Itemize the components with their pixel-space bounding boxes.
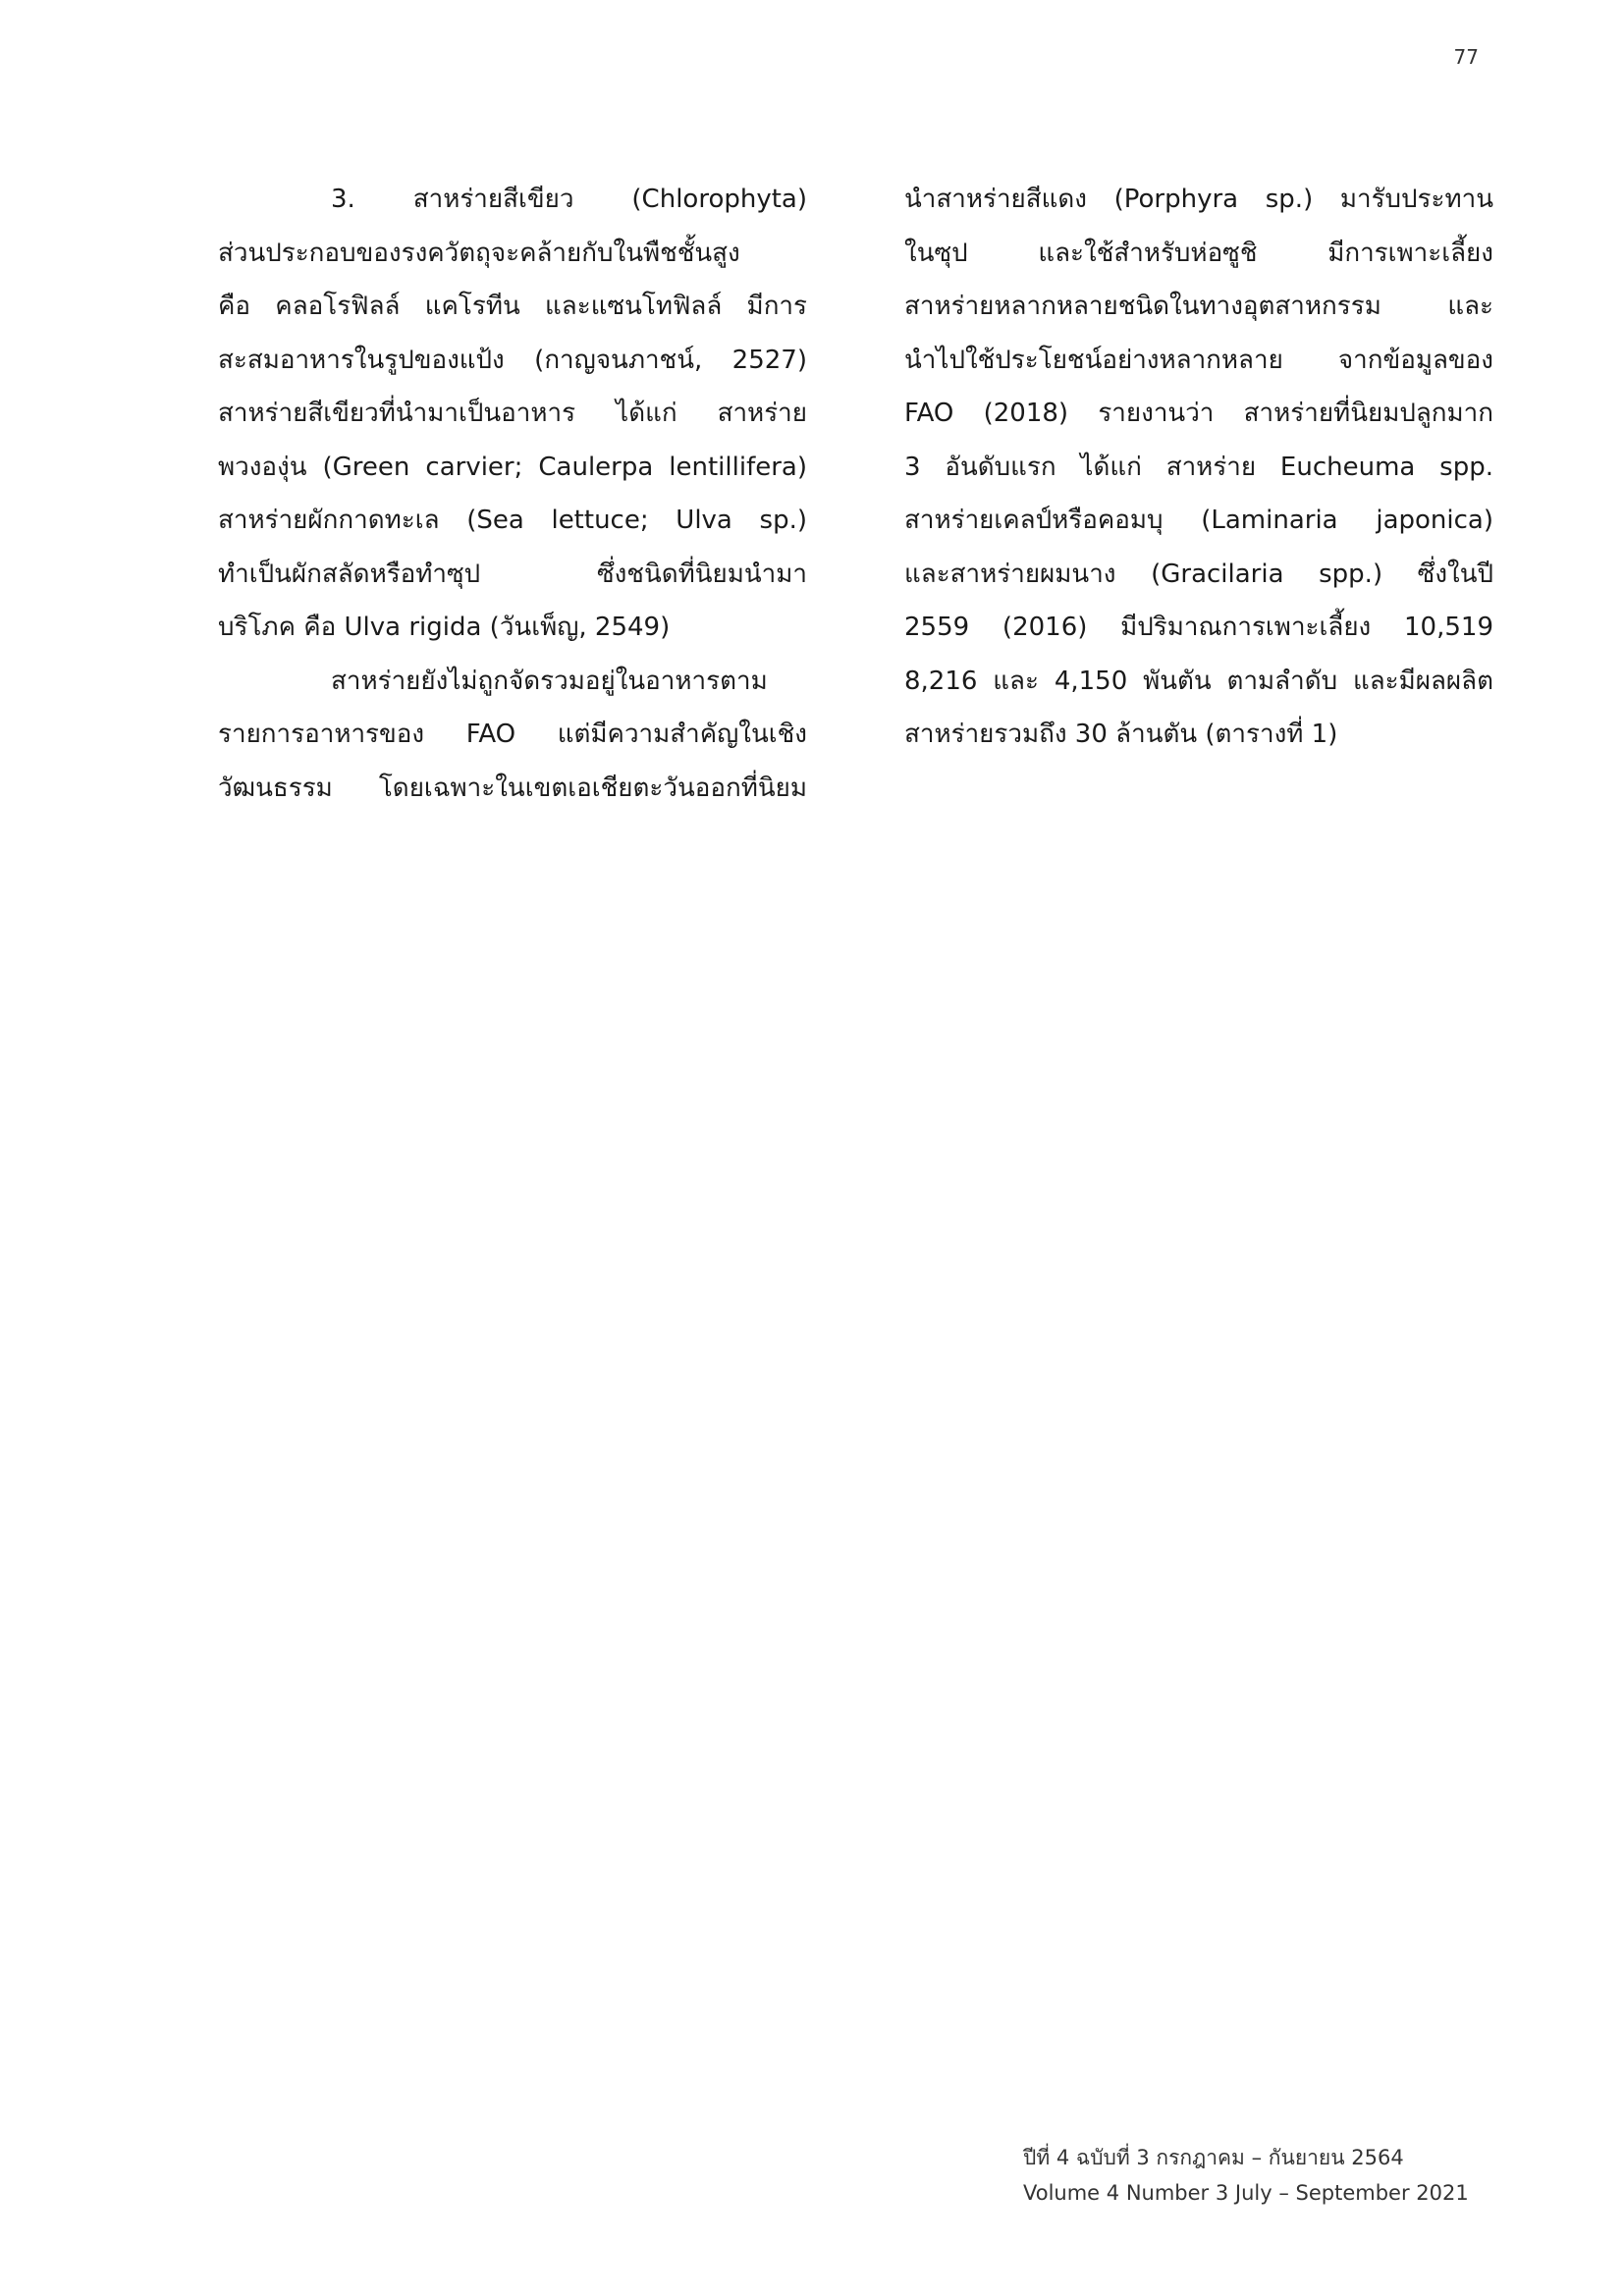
paragraph-line: สาหร่ายรวมถึง 30 ล้านตัน (ตารางที่ 1) (904, 720, 1338, 749)
paragraph-line: 3 อันดับแรก ได้แก่ สาหร่าย Eucheuma spp. (904, 452, 1493, 482)
paragraph-line: ส่วนประกอบของรงควัตถุจะคล้ายกับในพืชชั้นสูง (218, 238, 740, 268)
paragraph-line: นำไปใช้ประโยชน์อย่างหลากหลาย จากข้อมูลของ (904, 345, 1493, 375)
paragraph-line: รายการอาหารของ FAO แต่มีความสำคัญในเชิง (218, 720, 807, 749)
paragraph-line: สาหร่ายผักกาดทะเล (Sea lettuce; Ulva sp.) (218, 506, 807, 535)
paragraph-line: สาหร่ายยังไม่ถูกจัดรวมอยู่ในอาหารตาม (331, 666, 768, 696)
paragraph-line: นำสาหร่ายสีแดง (Porphyra sp.) มารับประทาน (904, 185, 1493, 214)
left-text-column (218, 173, 807, 815)
paragraph-line: 8,216 และ 4,150 พันตัน ตามลำดับ และมีผลผลิต (904, 666, 1493, 696)
paragraph-line: บริโภค คือ Ulva rigida (วันเพ็ญ, 2549) (218, 613, 671, 642)
paragraph-line: FAO (2018) รายงานว่า สาหร่ายที่นิยมปลูกมาก (904, 399, 1493, 428)
journal-issue-footer (1023, 2140, 1469, 2211)
paragraph-line: วัฒนธรรม โดยเฉพาะในเขตเอเชียตะวันออกที่นิยม (218, 773, 807, 803)
paragraph-line: 2559 (2016) มีปริมาณการเพาะเลี้ยง 10,519 (904, 613, 1493, 642)
paragraph-line: ในซุป และใช้สำหรับห่อซูชิ มีการเพาะเลี้ยง (904, 238, 1493, 268)
page-number: 77 (1453, 45, 1479, 69)
english-issue-line: Volume 4 Number 3 July – September 2021 (1023, 2181, 1469, 2205)
right-text-column (904, 173, 1493, 762)
paragraph-line: สาหร่ายสีเขียวที่นำมาเป็นอาหาร ได้แก่ สาหร่าย (218, 399, 807, 428)
paragraph-line: ทำเป็นผักสลัดหรือทำซุป ซึ่งชนิดที่นิยมนำมา (218, 559, 807, 589)
paragraph-line: และสาหร่ายผมนาง (Gracilaria spp.) ซึ่งในปี (904, 559, 1493, 589)
paragraph-line: สะสมอาหารในรูปของแป้ง (กาญจนภาชน์, 2527) (218, 345, 807, 375)
paragraph-line: สาหร่ายเคลป์หรือคอมบุ (Laminaria japonica) (904, 506, 1493, 535)
paragraph-line: พวงองุ่น (Green carvier; Caulerpa lentillifera) (218, 452, 807, 482)
paragraph-line: 3. สาหร่ายสีเขียว (Chlorophyta) (331, 185, 807, 214)
paragraph-line: สาหร่ายหลากหลายชนิดในทางอุตสาหกรรม และ (904, 292, 1493, 321)
thai-issue-line: ปีที่ 4 ฉบับที่ 3 กรกฎาคม – กันยายน 2564 (1023, 2146, 1404, 2169)
paragraph-line: คือ คลอโรฟิลล์ แคโรทีน และแซนโทฟิลล์ มีการ (218, 292, 807, 321)
